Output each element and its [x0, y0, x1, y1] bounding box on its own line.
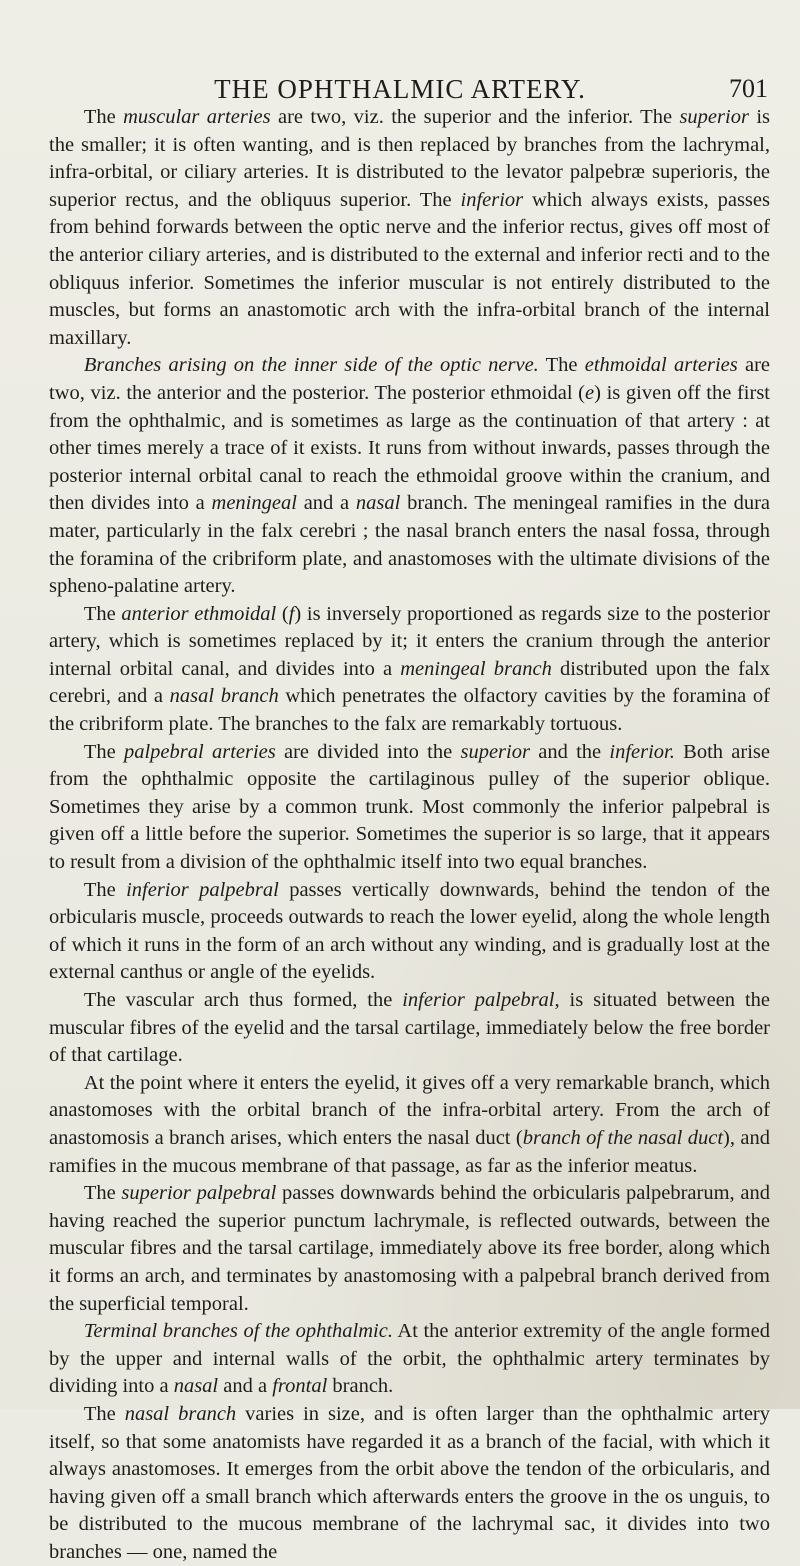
- text-run: ) is inversely proportioned as regards size to the posterior artery, which is sometimes replaced by it; it enters the cranium through the anterior internal orbital canal, and divides into a: [49, 602, 770, 680]
- text-run: and a: [218, 1375, 273, 1398]
- paragraph: [49, 987, 770, 1070]
- paragraph: [49, 1401, 770, 1566]
- italic-run: superior: [460, 740, 530, 763]
- text-run: branch. The meningeal ramifies in the dura mater, particularly in the falx cerebri ; the nasal branch enters the nasal fossa, through the foramina of the cribriform plate, and anastomoses with the ultimate divisions of the spheno-palatine artery.: [49, 492, 770, 598]
- text-run: The: [83, 106, 124, 128]
- text-run: The: [83, 1182, 122, 1205]
- text-run: The: [83, 878, 127, 901]
- italic-run: inferior: [460, 188, 524, 211]
- italic-run: nasal: [355, 492, 401, 515]
- text-run: are two, viz. the anterior and the posterior. The posterior ethmoidal (: [49, 354, 770, 404]
- text-run: (: [276, 602, 289, 625]
- paragraph: [49, 877, 770, 987]
- italic-run: Branches arising on the inner side of the optic nerve.: [83, 354, 539, 377]
- text-run: are divided into the: [275, 740, 461, 763]
- page-header: [0, 74, 800, 106]
- text-run: which penetrates the olfactory cavities by the foramina of the cribriform plate. The branches to the falx are remarkably tortuous.: [49, 685, 770, 736]
- italic-run: superior palpebral: [121, 1182, 277, 1205]
- italic-run: inferior.: [609, 740, 675, 763]
- italic-run: palpebral arteries: [123, 740, 276, 763]
- italic-run: Terminal branches of the ophthalmic.: [83, 1320, 393, 1343]
- paragraph: [49, 104, 770, 352]
- paragraph: [49, 1180, 770, 1318]
- text-run: The: [83, 602, 122, 625]
- text-run: The vascular arch thus formed, the: [83, 989, 403, 1011]
- text-run: ) is given off the first from the ophthalmic, and is sometimes as large as the continuation of that artery : at other times merely a trace of it exists. It runs from without inwards, passes through the posterior internal orbital canal to reach the ethmoidal groove within the cranium, and then divides into a: [49, 381, 770, 515]
- italic-run: superior: [679, 106, 749, 128]
- italic-run: nasal branch: [169, 685, 279, 708]
- italic-run: branch of the nasal duct: [522, 1126, 724, 1149]
- italic-run: frontal: [272, 1375, 328, 1398]
- italic-run: muscular arteries: [123, 106, 271, 128]
- paragraph: [49, 1070, 770, 1180]
- text-run: At the point where it enters the eyelid, it gives off a very remarkable branch, which anastomoses with the orbital branch of the infra-orbital artery. From the arch of anastomosis a branch arises, which enters the nasal duct (: [49, 1071, 770, 1149]
- text-run: is the smaller; it is often wanting, and is then replaced by branches from the lachrymal, infra-orbital, or ciliary arteries. It is distributed to the levator palpebræ superioris, the superior rectus, and the obliquus superior. The: [49, 106, 770, 211]
- italic-run: ethmoidal arteries: [584, 354, 738, 377]
- italic-run: meningeal: [211, 492, 297, 515]
- text-run: passes vertically downwards, behind the tendon of the orbicularis muscle, proceeds outwards to reach the lower eyelid, along the whole length of which it runs in the form of an arch without any winding, and is gradually lost at the external canthus or angle of the eyelids.: [49, 878, 770, 984]
- italic-run: anterior ethmoidal: [121, 602, 277, 625]
- text-run: varies in size, and is often larger than the ophthalmic artery itself, so that some anatomists have regarded it as a branch of the facial, with which it always anastomoses. It emerges from the orbit above the tendon of the orbicularis, and having given off a small branch which afterwards enters the groove in the os unguis, to be distributed to the mucous membrane of the lachrymal sac, it divides into two branches — one, named the: [49, 1402, 771, 1563]
- italic-run: f: [288, 602, 295, 625]
- text-run: The: [83, 740, 124, 763]
- text-run: The: [538, 354, 585, 377]
- text-run: ), and ramifies in the mucous membrane of that passage, as far as the inferior meatus.: [49, 1126, 770, 1177]
- paragraph: [49, 601, 770, 739]
- text-run: passes downwards behind the orbicularis palpebrarum, and having reached the superior punctum lachrymale, is reflected outwards, between the muscular fibres and the tarsal cartilage, immediately above its free border, along which it forms an arch, and terminates by anastomosing with a palpebral branch derived from the superficial temporal.: [49, 1182, 770, 1315]
- page-number: 701: [729, 74, 768, 103]
- text-run: At the anterior extremity of the angle formed by the upper and internal walls of the orbit, the ophthalmic artery terminates by dividing into a: [49, 1320, 770, 1398]
- italic-run: nasal branch: [124, 1402, 237, 1425]
- body-text: [49, 104, 770, 1566]
- text-run: branch.: [327, 1375, 394, 1398]
- text-run: which always exists, passes from behind forwards between the optic nerve and the inferior rectus, gives off most of the anterior ciliary arteries, and is distributed to the external and inferior recti and to the obliquus inferior. Sometimes the inferior muscular is not entirely distributed to the muscles, but forms an anastomotic arch with the infra-orbital branch of the internal maxillary.: [49, 188, 770, 349]
- italic-run: inferior palpebral: [126, 878, 279, 901]
- paragraph: [49, 352, 770, 600]
- text-run: and a: [296, 492, 356, 515]
- italic-run: meningeal branch: [400, 657, 552, 680]
- text-run: The: [83, 1402, 125, 1425]
- italic-run: nasal: [173, 1375, 219, 1398]
- text-run: distributed upon the falx cerebri, and a: [49, 657, 770, 708]
- paragraph: [49, 739, 770, 877]
- text-run: and the: [529, 740, 610, 763]
- text-run: Both arise from the ophthalmic opposite the cartilaginous pulley of the superior oblique. Sometimes they arise by a common trunk. Most commonly the inferior palpebral is given off a little before the superior. Sometimes the superior is so large, that it appears to result from a division of the ophthalmic itself into two equal branches.: [49, 740, 770, 874]
- text-run: is situated between the muscular fibres of the eyelid and the tarsal cartilage, immediately below the free border of that cartilage.: [49, 989, 771, 1067]
- text-run: are two, viz. the superior and the inferior. The: [270, 106, 680, 128]
- italic-run: inferior palpebral,: [402, 989, 560, 1011]
- italic-run: e: [585, 381, 595, 404]
- paragraph: [49, 1318, 770, 1401]
- running-title: THE OPHTHALMIC ARTERY.: [214, 74, 586, 104]
